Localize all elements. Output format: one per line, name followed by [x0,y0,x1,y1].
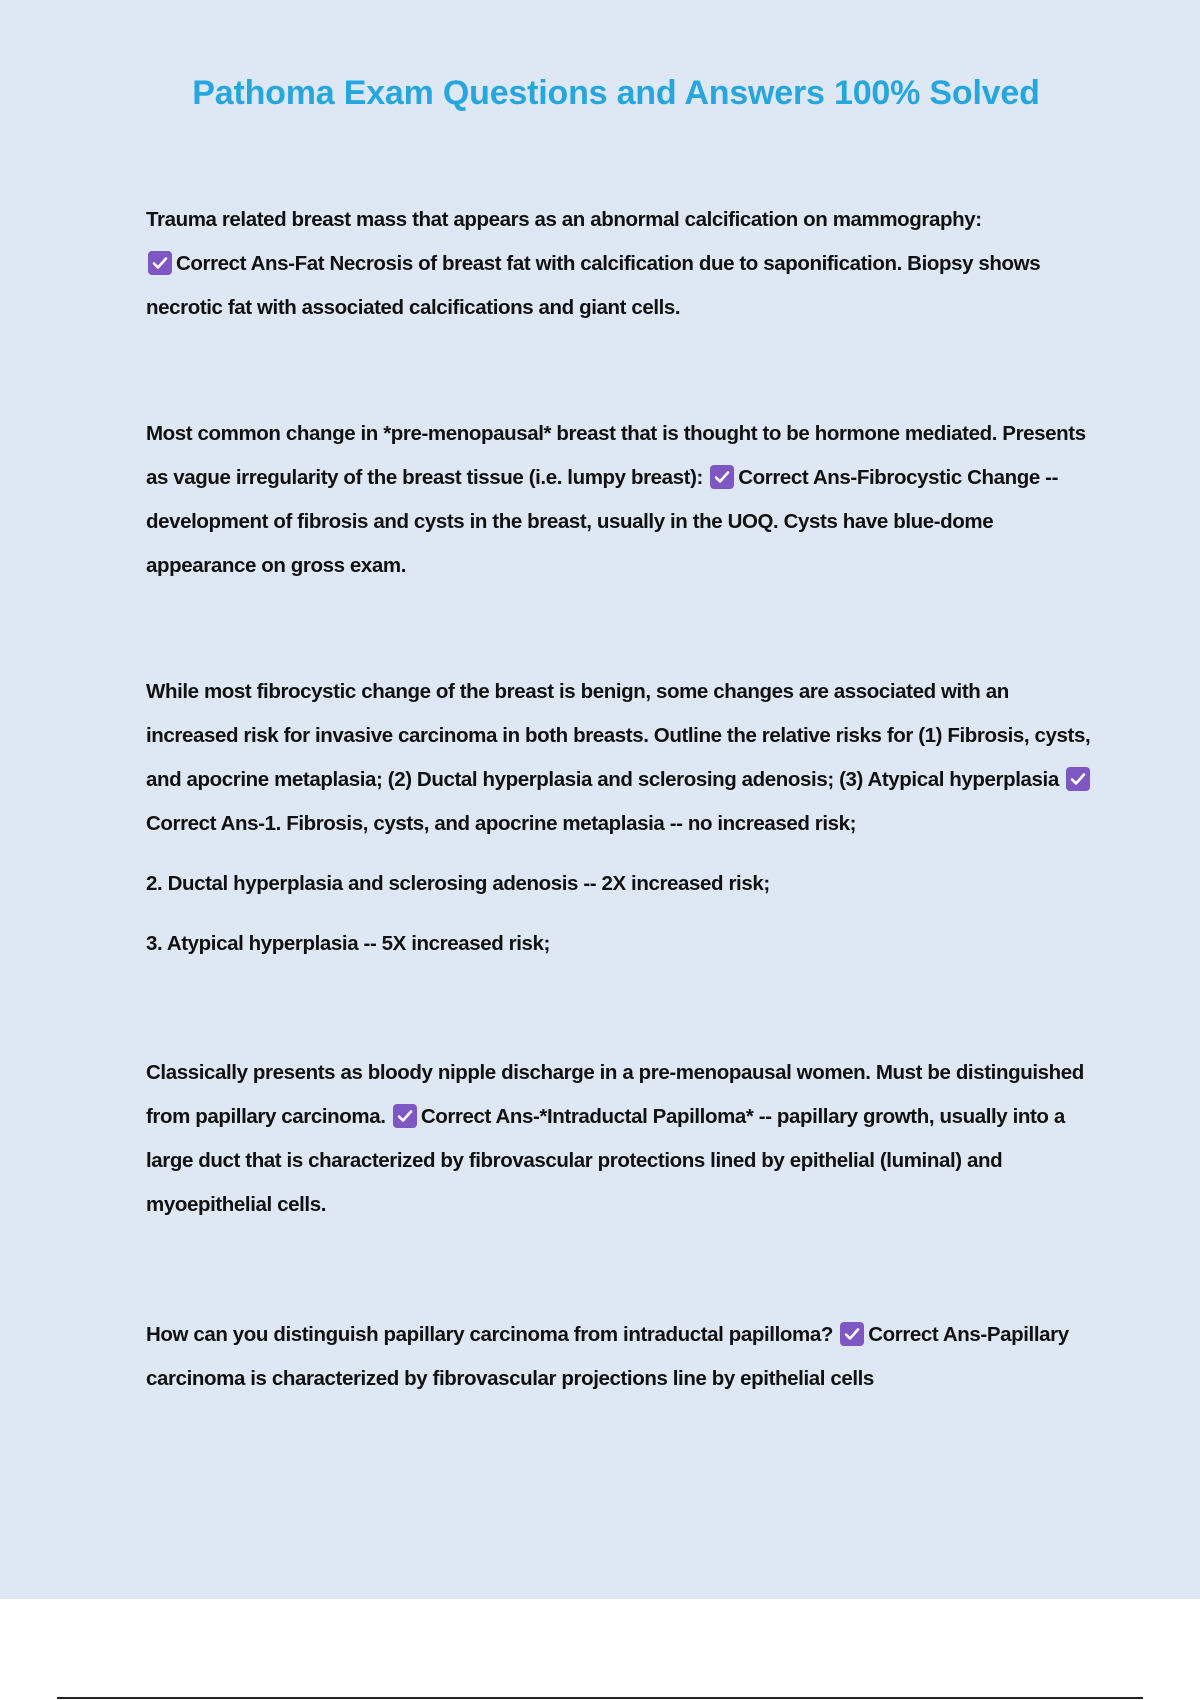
qa-item-4 [146,1051,1096,1227]
qa-item-5 [146,1313,1096,1401]
answer-text: Correct Ans-Fat Necrosis of breast fat with calcification due to saponification. Biopsy shows necrotic fat with associated calcifications and giant cells. [146,252,1041,319]
answer-line-2: 2. Ductal hyperplasia and sclerosing adenosis -- 2X increased risk; [146,872,770,895]
question-text: Classically presents as bloody nipple discharge in a pre-menopausal women. Must be distinguished from papillary carcinoma. [146,1061,1084,1128]
qa-item-3 [146,670,1096,966]
answer-text: Correct Ans-1. Fibrosis, cysts, and apocrine metaplasia -- no increased risk; [146,812,857,835]
check-box-icon [1066,767,1090,791]
answer-line-3: 3. Atypical hyperplasia -- 5X increased risk; [146,932,550,955]
check-box-icon [148,251,172,275]
check-box-icon [710,465,734,489]
question-text: Trauma related breast mass that appears as an abnormal calcification on mammography: [146,208,982,231]
answer-text: Correct Ans-*Intraductal Papilloma* -- papillary growth, usually into a large duct that is characterized by fibrovascular protections lined by epithelial (luminal) and myoepithelial cells. [146,1105,1065,1216]
qa-item-2 [146,412,1096,588]
check-box-icon [840,1322,864,1346]
document-title: Pathoma Exam Questions and Answers 100% Solved [192,74,1040,112]
question-text: Most common change in *pre-menopausal* breast that is thought to be hormone mediated. Presents as vague irregularity of the breast tissue (i.e. lumpy breast): [146,422,1086,489]
answer-text: Correct Ans-Fibrocystic Change -- development of fibrosis and cysts in the breast, usually in the UOQ. Cysts have blue-dome appearance on gross exam. [146,466,1059,577]
answer-text: Correct Ans-Papillary carcinoma is characterized by fibrovascular projections line by epithelial cells [146,1323,1069,1390]
question-text: While most fibrocystic change of the breast is benign, some changes are associated with an increased risk for invasive carcinoma in both breasts. Outline the relative risks for (1) Fibrosis, cysts, and apocrine metaplasia; (2) Ductal hyperplasia and sclerosing adenosis; (3) Atypical hyperplasia [146,680,1091,791]
question-text: How can you distinguish papillary carcinoma from intraductal papilloma? [146,1323,833,1346]
check-box-icon [393,1104,417,1128]
footer-divider [57,1697,1143,1699]
qa-item-1 [146,198,1096,330]
